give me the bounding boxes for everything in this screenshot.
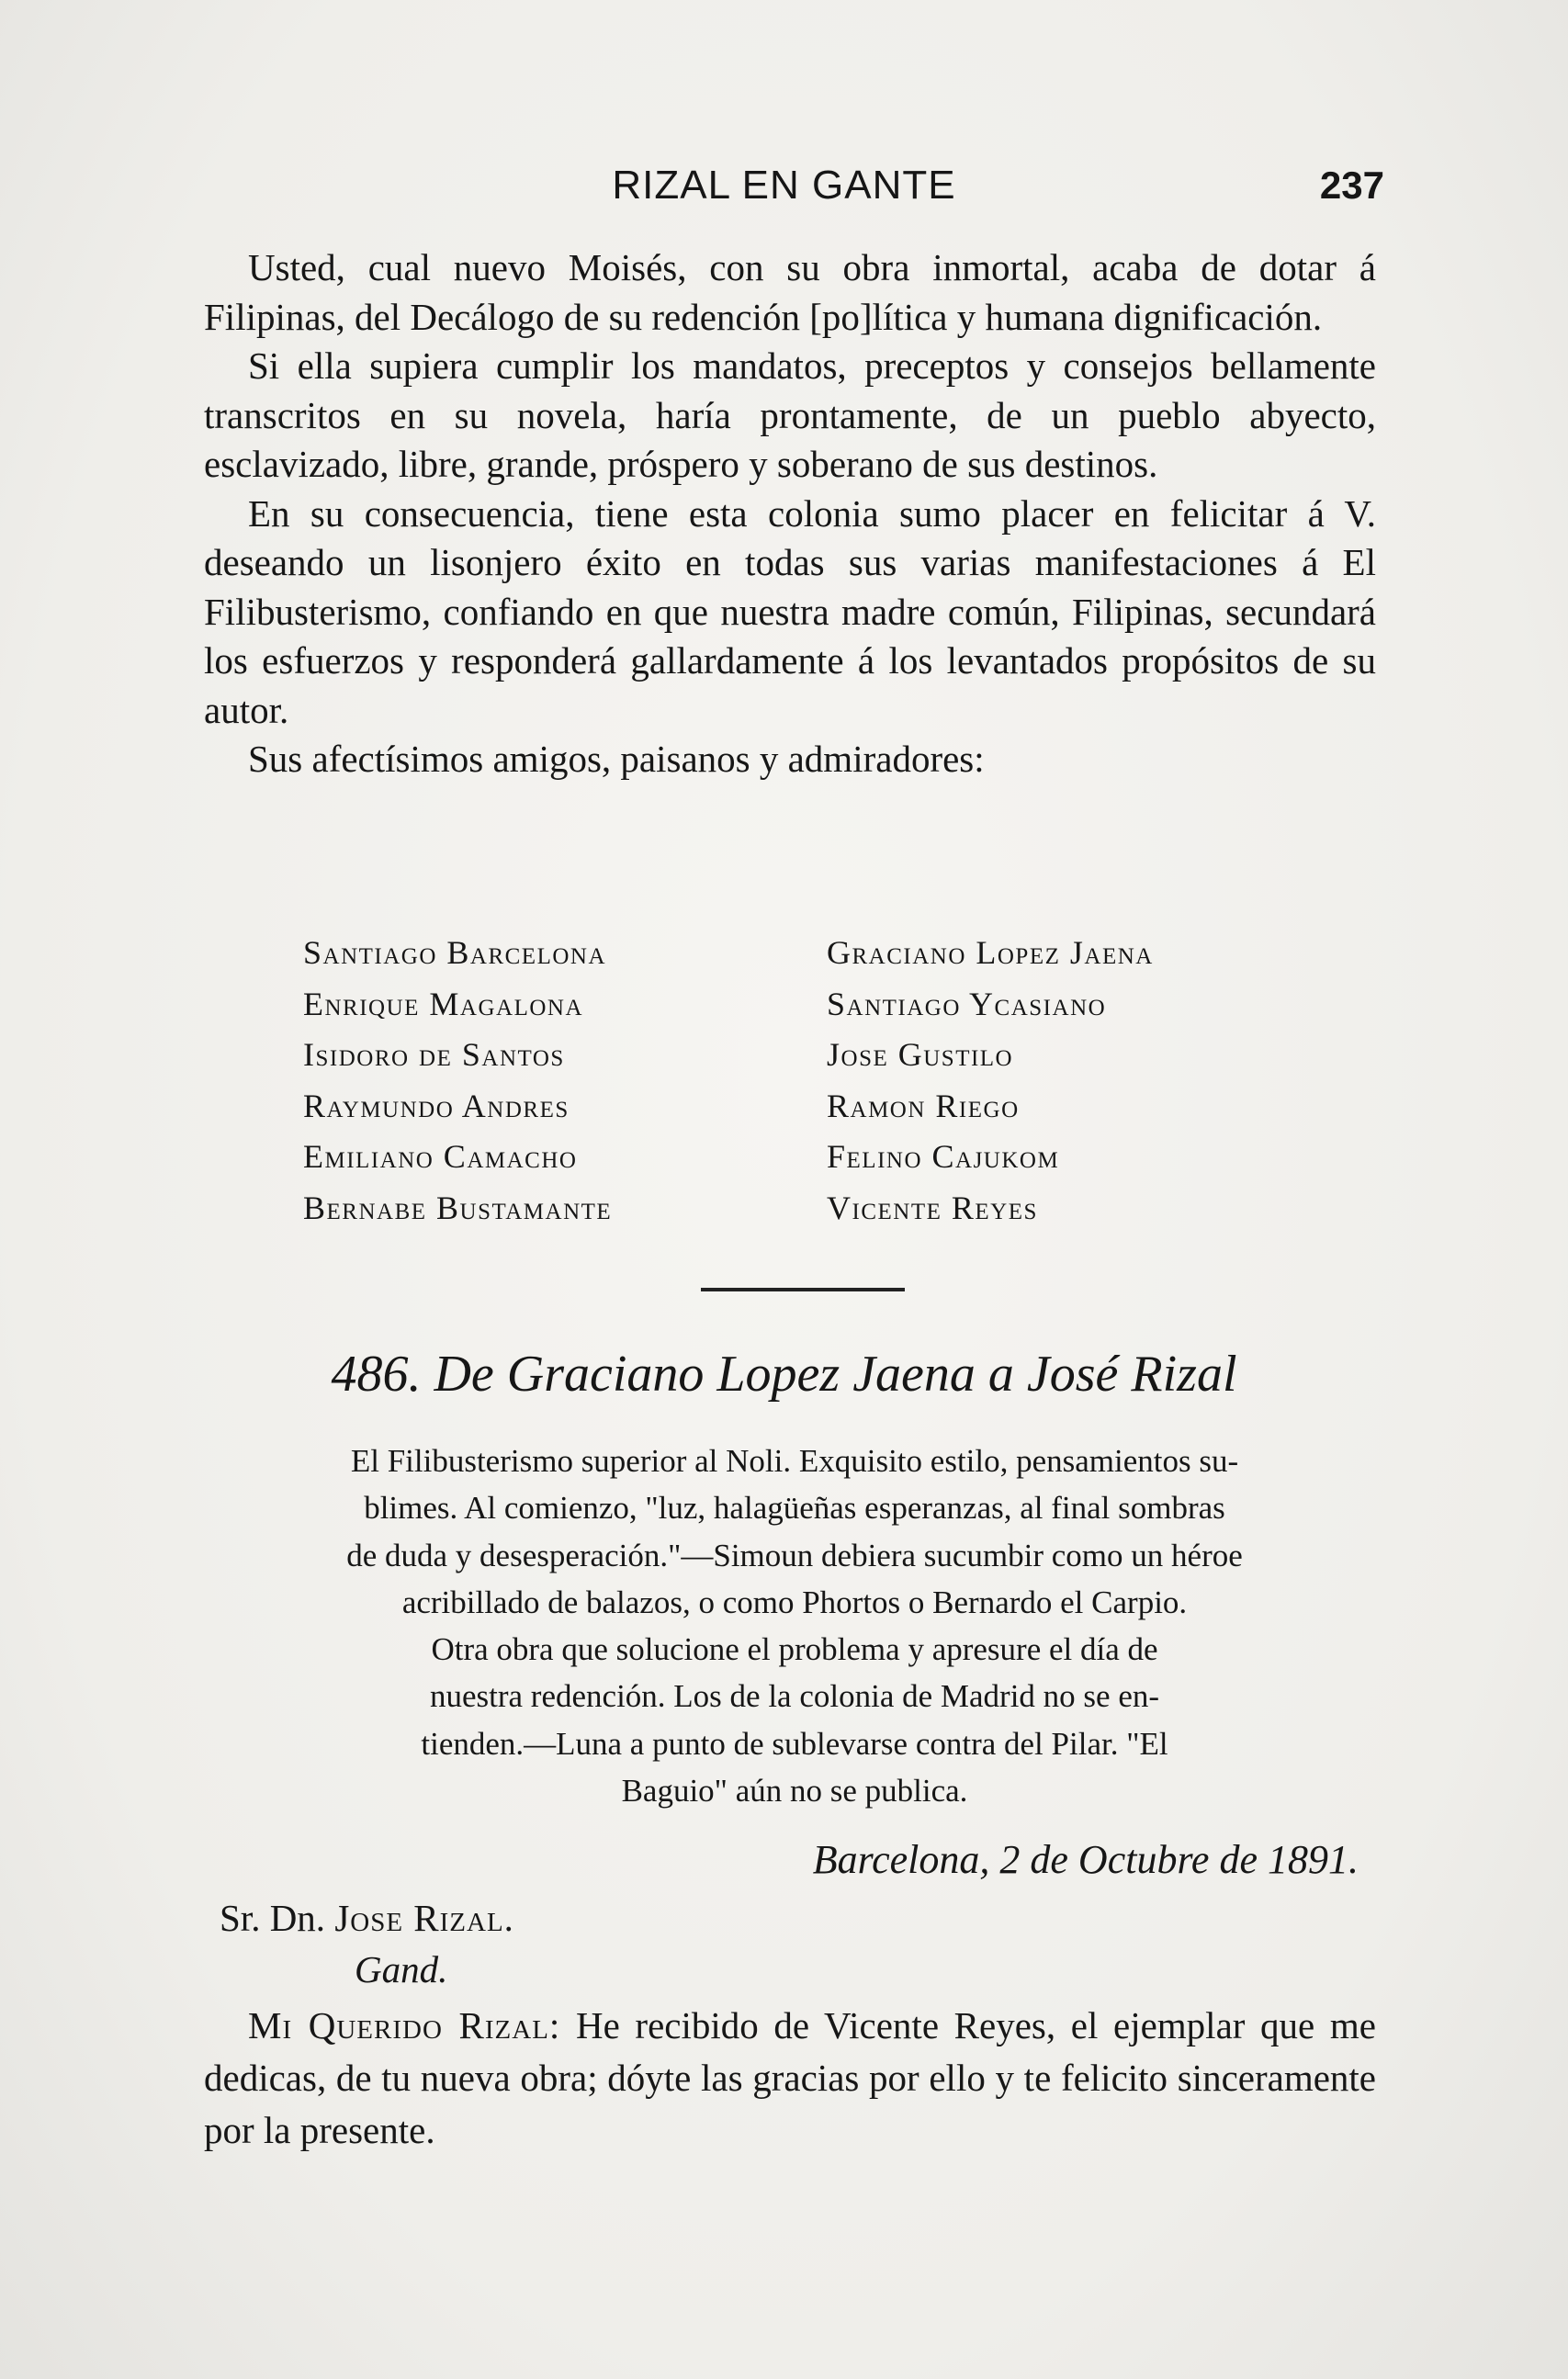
- letter-summary: [211, 1438, 1378, 1814]
- letter-opening-paragraph: [204, 2000, 1376, 2157]
- signatory-name: Santiago Barcelona: [303, 934, 607, 971]
- addressee-city: Gand.: [355, 1948, 448, 1990]
- summary-line: El Filibusterismo superior al Noli. Exquisito estilo, pensamientos su-: [350, 1443, 1239, 1479]
- signatory-name: Graciano Lopez Jaena: [827, 934, 1154, 971]
- summary-line: acribillado de balazos, o como Phortos o Bernardo el Carpio.: [401, 1584, 1188, 1620]
- body-paragraph-closing: Sus afectísimos amigos, paisanos y admiradores:: [248, 738, 985, 780]
- signatory-name: Jose Gustilo: [827, 1036, 1014, 1073]
- signatories-right-column: [827, 928, 1341, 1234]
- signatory-name: Enrique Magalona: [303, 985, 584, 1022]
- letter-body-continued: [204, 243, 1376, 784]
- letter-opening: [204, 2000, 1376, 2157]
- summary-line: blimes. Al comienzo, "luz, halagüeñas esperanzas, al final sombras: [364, 1490, 1225, 1527]
- summary-line: de duda y desesperación."—Simoun debiera sucumbir como un héroe: [346, 1537, 1243, 1573]
- signatory-name: Vicente Reyes: [827, 1189, 1038, 1226]
- letter-heading: 486. De Graciano Lopez Jaena a José Rizal: [331, 1346, 1237, 1403]
- signatory-name: Ramon Riego: [827, 1087, 1020, 1124]
- summary-line: Baguio" aún no se publica.: [621, 1773, 968, 1810]
- summary-line: nuestra redención. Los de la colonia de Madrid no se en-: [429, 1678, 1160, 1715]
- summary-line: tienden.—Luna a punto de sublevarse contra del Pilar. "El: [421, 1725, 1168, 1762]
- signatory-name: Santiago Ycasiano: [827, 985, 1107, 1022]
- signatory-name: Isidoro de Santos: [303, 1036, 565, 1073]
- body-paragraph-2: Si ella supiera cumplir los mandatos, preceptos y consejos bellamente transcritos en su novela, haría prontamente, de un pueblo abyecto, esclavizado, libre, grande, próspero y soberano de sus destinos.: [204, 344, 1376, 485]
- summary-line: Otra obra que solucione el problema y apresure el día de: [431, 1631, 1158, 1668]
- running-title: RIZAL EN GANTE: [612, 163, 956, 208]
- signatories-left-column: [303, 928, 818, 1234]
- letter-address: [220, 1892, 514, 1995]
- body-paragraph-1: Usted, cual nuevo Moisés, con su obra inmortal, acaba de dotar á Filipinas, del Decálogo de su redención [po]lítica y humana dignificación.: [204, 246, 1376, 338]
- letter-dateline: Barcelona, 2 de Octubre de 1891.: [812, 1837, 1359, 1882]
- signatory-name: Bernabe Bustamante: [303, 1189, 613, 1226]
- salutation: Mi Querido Rizal:: [248, 2004, 561, 2046]
- addressee-prefix: Sr. Dn.: [220, 1897, 335, 1939]
- signatory-name: Felino Cajukom: [827, 1138, 1060, 1175]
- section-divider: [701, 1288, 905, 1291]
- addressee-line: [220, 1892, 514, 1944]
- opening-text: He recibido de Vicente Reyes, el ejemplar que me dedicas, de tu nueva obra; dóyte las gracias por ello y te felicito sinceramente por la presente.: [204, 2004, 1376, 2151]
- body-paragraph-3: En su consecuencia, tiene esta colonia sumo placer en felicitar á V. deseando un lisonjero éxito en todas sus varias manifestaciones á El Filibusterismo, confiando en que nuestra madre común, Filipinas, secundará los esfuerzos y responderá gallardamente á los levantados propósitos de su autor.: [204, 491, 1376, 731]
- addressee-name: Jose Rizal.: [334, 1897, 514, 1939]
- running-header: [0, 158, 1568, 213]
- page-number: 237: [1319, 163, 1384, 207]
- signatory-name: Raymundo Andres: [303, 1087, 570, 1124]
- signatory-name: Emiliano Camacho: [303, 1138, 578, 1175]
